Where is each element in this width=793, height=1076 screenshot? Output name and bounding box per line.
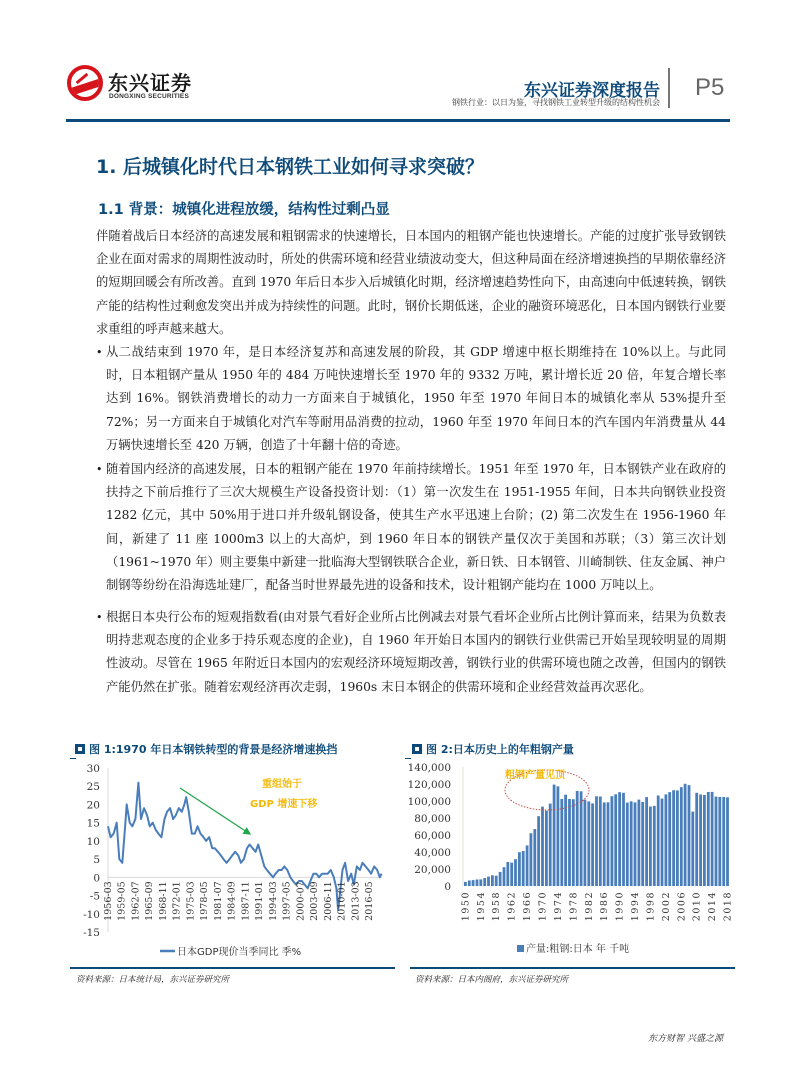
- page-header: [0, 0, 793, 125]
- svg-text:1991-01: 1991-01: [254, 881, 266, 921]
- logo-en-text: DONGXING SECURITIES: [109, 93, 190, 100]
- logo-emblem-icon: [67, 65, 103, 101]
- svg-text:1982: 1982: [583, 891, 595, 922]
- svg-text:2006: 2006: [676, 891, 688, 922]
- svg-text:2013-03: 2013-03: [350, 881, 362, 921]
- intro-paragraph: 伴随着战后日本经济的高速发展和粗钢需求的快速增长，日本国内的粗钢产能也快速增长。产能的过度扩张导致钢铁企业在面对需求的周期性波动时，所处的供需环境和经营业绩波动变大，但这种局面在经济增速换挡的早期依靠经济的短期回暖会有所改善。直到 1970 年后日本步入后城镇化时期，经济增速趋势性向下，由高速向中低速转换，钢铁产能的结构性过剩愈发突出并成为持续性的问题。此时，钢价长期低迷，企业的融资环境恶化，日本国内钢铁行业要求重组的呼声越来越大。: [96, 229, 726, 336]
- svg-text:2003-09: 2003-09: [309, 881, 321, 921]
- svg-text:2014: 2014: [707, 891, 719, 922]
- svg-text:2018: 2018: [722, 891, 734, 922]
- svg-text:1990: 1990: [614, 891, 626, 922]
- svg-text:1975-03: 1975-03: [185, 881, 197, 921]
- svg-text:1970: 1970: [537, 891, 549, 922]
- svg-text:1968-11: 1968-11: [157, 881, 169, 921]
- svg-text:1987-11: 1987-11: [240, 881, 252, 921]
- svg-text:1978: 1978: [568, 891, 580, 922]
- svg-text:1998: 1998: [645, 891, 657, 922]
- subsection-heading: 1.1 背景：城镇化进程放缓，结构性过剩凸显: [98, 202, 390, 218]
- svg-text:1984-09: 1984-09: [226, 881, 238, 921]
- footer-slogan: 东方财智 兴盛之源: [648, 1034, 723, 1044]
- gdp-growth-line-chart: [70, 760, 390, 960]
- svg-text:日本GDP现价当季同比 季%: 日本GDP现价当季同比 季%: [177, 947, 302, 958]
- svg-text:1994: 1994: [630, 891, 642, 922]
- svg-text:60,000: 60,000: [414, 830, 451, 842]
- svg-text:1965-09: 1965-09: [144, 881, 156, 921]
- header-divider: [668, 68, 670, 108]
- figure-2-source-rule: [410, 967, 735, 969]
- svg-text:140,000: 140,000: [407, 762, 451, 774]
- figure-marker-icon: [412, 744, 422, 754]
- svg-text:-10: -10: [83, 908, 100, 921]
- svg-text:1994-03: 1994-03: [267, 881, 279, 921]
- svg-text:5: 5: [93, 854, 100, 867]
- svg-text:1978-05: 1978-05: [199, 881, 211, 921]
- logo-cn-text: 东兴证券: [108, 71, 192, 95]
- svg-text:20: 20: [86, 799, 100, 812]
- svg-text:GDP 增速下移: GDP 增速下移: [250, 799, 318, 810]
- svg-text:-15: -15: [83, 927, 100, 939]
- svg-text:20,000: 20,000: [414, 864, 451, 876]
- section-heading: 1. 后城镇化时代日本钢铁工业如何寻求突破？: [96, 156, 485, 178]
- svg-text:1962: 1962: [506, 891, 518, 922]
- dongxing-logo: [67, 65, 197, 103]
- figure-2-title-tick: [405, 758, 411, 759]
- svg-text:2002: 2002: [660, 891, 672, 922]
- svg-text:2000-07: 2000-07: [295, 881, 307, 921]
- svg-text:1974: 1974: [552, 891, 564, 922]
- figure-1-title-tick: [70, 758, 76, 759]
- bullet-paragraph: • 根据日本央行公布的短观指数看(由对景气看好企业所占比例减去对景气看坏企业所占比例计算而来，结果为负数表明持悲观态度的企业多于持乐观态度的企业)，自 1960 年开始日本国内的钢铁行业供需已开始呈现较明显的周期性波动。尽管在 1965 年附近日本国内的宏观经济环境短期改善，钢铁行业的供需环境也随之改善，但国内的钢铁产能仍然在扩张。随着宏观经济再次走弱，1960s 末日本钢企的供需环境和企业经营效益再次恶化。: [96, 606, 726, 699]
- svg-text:2010: 2010: [691, 891, 703, 922]
- svg-text:1966: 1966: [522, 891, 534, 922]
- figure-2-source: 资料来源：日本内阁府，东兴证券研究所: [415, 975, 569, 985]
- figure-marker-icon: [75, 744, 85, 754]
- svg-text:粗钢产量见顶: 粗钢产量见顶: [505, 770, 565, 781]
- svg-text:1956-03: 1956-03: [102, 881, 114, 921]
- report-subtitle: 钢铁行业：以日为鉴，寻找钢铁工业转型升级的结构性机会: [452, 98, 660, 107]
- header-rule: [66, 119, 730, 122]
- bullet-paragraph: • 从二战结束到 1970 年，是日本经济复苏和高速发展的阶段，其 GDP 增速中枢长期维持在 10%以上。与此同时，日本粗钢产量从 1950 年的 484 万吨快速增长至 1970 年的 9332 万吨，累计增长近 20 倍，年复合增长率达到 16%。钢铁消费增长的动力一方面来自于城镇化，1950 年至 1970 年间日本的城镇化率从 53%提升至 72%；另一方面来自于城镇化对汽车等耐用品消费的拉动，1960 年至 1970 年间日本的汽车国内年消费量从 44 万辆快速增长至 420 万辆，创造了十年翻十倍的奇迹。: [96, 341, 726, 457]
- bullet-paragraph: • 随着国内经济的高速发展，日本的粗钢产能在 1970 年前持续增长。1951 年至 1970 年，日本钢铁产业在政府的扶持之下前后推行了三次大规模生产设备投资计划：（1）第一次发生在 1951-1955 年间，日本共向钢铁业投资 1282 亿元，其中 50%用于进口并升级轧钢设备，使其生产水平迅速上台阶；(2) 第二次发生在 1956-1960 年间，新建了 11 座 1000m3 以上的大高炉，到 1960 年日本的钢铁产量仅次于美国和苏联；（3）第三次计划（1961~1970 年）则主要集中新建一批临海大型钢铁联合企业，新日铁、日本钢管、川崎制铁、住友金属、神户制钢等纷纷在沿海选址建厂，配备当时世界最先进的设备和技术，设计粗钢产能均在 1000 万吨以上。: [96, 458, 726, 597]
- svg-text:1986: 1986: [599, 891, 611, 922]
- svg-text:2006-11: 2006-11: [322, 881, 334, 921]
- svg-text:0: 0: [444, 881, 451, 893]
- svg-text:15: 15: [86, 817, 100, 830]
- figure-1-source-rule: [70, 967, 395, 969]
- crude-steel-output-bar-chart: [405, 760, 735, 960]
- svg-text:30: 30: [86, 763, 100, 775]
- svg-text:100,000: 100,000: [407, 796, 451, 808]
- svg-text:2016-05: 2016-05: [364, 881, 376, 921]
- svg-text:1997-05: 1997-05: [281, 881, 293, 921]
- svg-text:1959-05: 1959-05: [116, 881, 128, 921]
- svg-text:25: 25: [86, 781, 100, 794]
- svg-text:1954: 1954: [475, 891, 487, 922]
- svg-text:40,000: 40,000: [414, 847, 451, 859]
- svg-text:1962-07: 1962-07: [130, 881, 142, 921]
- svg-text:2010-01: 2010-01: [336, 881, 348, 921]
- svg-text:1958: 1958: [491, 891, 503, 922]
- svg-text:-5: -5: [89, 890, 100, 903]
- figure-2-title: 图 2:日本历史上的年粗钢产量: [412, 741, 574, 757]
- report-title: 东兴证券深度报告: [524, 81, 660, 101]
- figure-1-title: 图 1:1970 年日本钢铁转型的背景是经济增速换挡: [75, 741, 337, 757]
- svg-text:0: 0: [93, 872, 100, 885]
- svg-text:1950: 1950: [460, 891, 472, 922]
- svg-text:80,000: 80,000: [414, 813, 451, 825]
- svg-text:1972-01: 1972-01: [171, 881, 183, 921]
- svg-text:10: 10: [86, 835, 100, 848]
- figure-1-source: 资料来源：日本统计局，东兴证券研究所: [76, 975, 230, 985]
- svg-text:产量:粗钢:日本 年 千吨: 产量:粗钢:日本 年 千吨: [526, 944, 630, 955]
- svg-text:重组始于: 重组始于: [262, 779, 302, 790]
- svg-text:1981-07: 1981-07: [212, 881, 224, 921]
- svg-text:120,000: 120,000: [407, 779, 451, 791]
- page-number: P5: [695, 74, 725, 101]
